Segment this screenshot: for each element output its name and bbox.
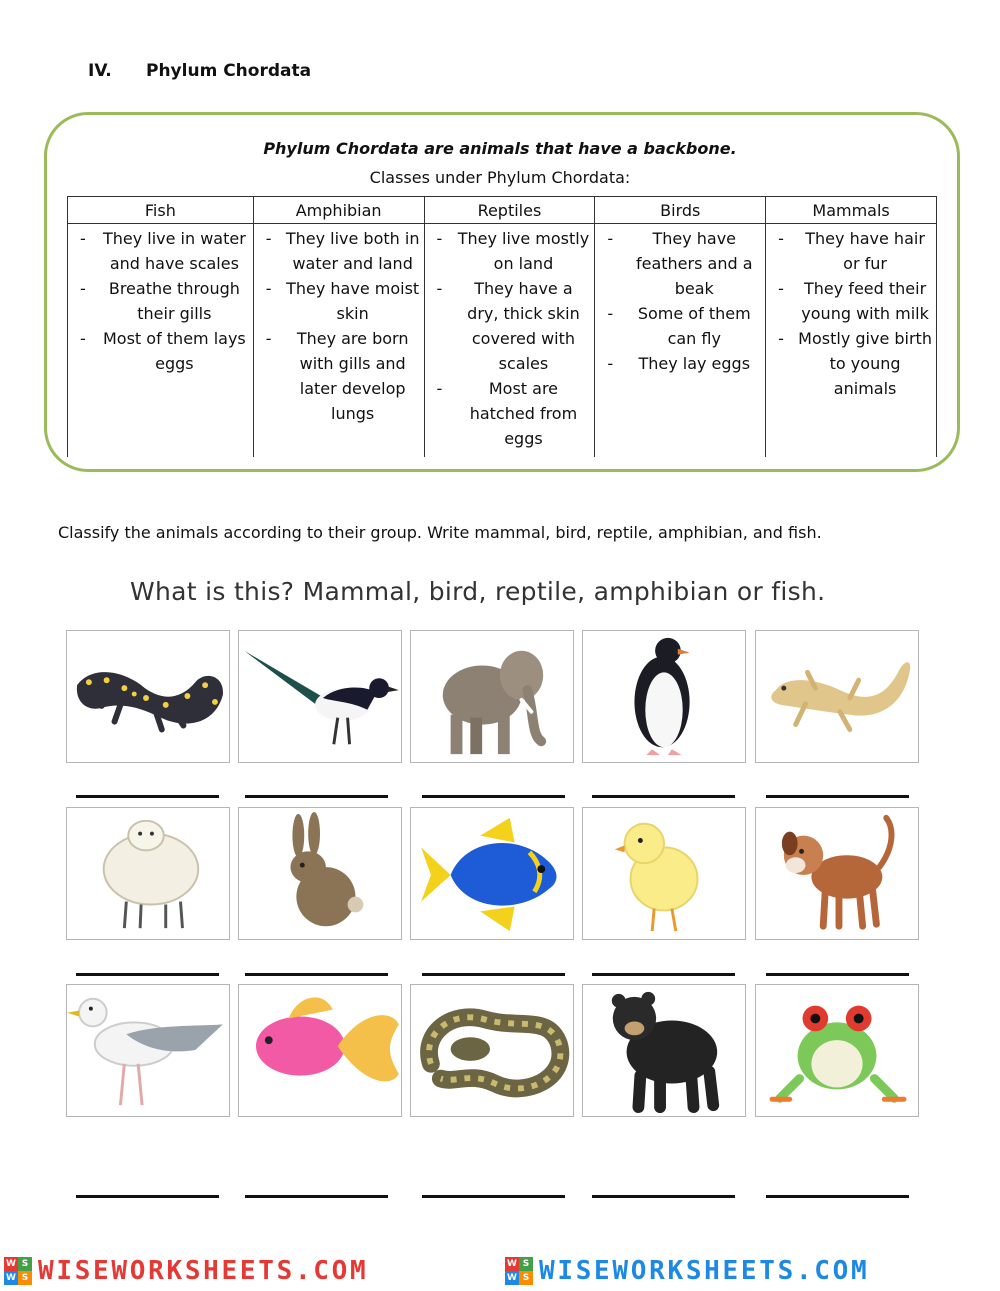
bearded-dragon-card xyxy=(755,630,919,763)
answer-line[interactable] xyxy=(245,1195,388,1198)
angelfish-card xyxy=(410,807,574,940)
column-fish xyxy=(68,224,254,458)
column-reptiles xyxy=(424,224,595,458)
classes-body-row xyxy=(68,224,937,458)
fish-point: - Breathe through their gills xyxy=(74,276,249,326)
bear-card xyxy=(582,984,746,1117)
chick-card xyxy=(582,807,746,940)
column-mammals xyxy=(766,224,937,458)
brand-logo-badge xyxy=(4,1257,32,1285)
badge-letter: S xyxy=(519,1257,533,1271)
header-birds: Birds xyxy=(595,197,766,224)
section-number: IV. xyxy=(88,61,112,81)
column-birds xyxy=(595,224,766,458)
reptiles-point: - They live mostly on land xyxy=(431,226,591,276)
goldfish-card xyxy=(238,984,402,1117)
birds-point: - Some of them can fly xyxy=(601,301,761,351)
brand-name: WISEWORKSHEETS.COM xyxy=(539,1256,870,1286)
salamander-illustration xyxy=(67,631,229,762)
answer-line[interactable] xyxy=(592,973,735,976)
answer-line[interactable] xyxy=(76,795,219,798)
badge-letter: S xyxy=(18,1257,32,1271)
answer-line[interactable] xyxy=(766,973,909,976)
seagull-card xyxy=(66,984,230,1117)
amphibian-point: - They live both in water and land xyxy=(260,226,420,276)
badge-letter: W xyxy=(505,1257,519,1271)
brand-name: WISEWORKSHEETS.COM xyxy=(38,1256,369,1286)
salamander-card xyxy=(66,630,230,763)
mammals-point: - Mostly give birth to young animals xyxy=(772,326,932,401)
mammals-point: - They have hair or fur xyxy=(772,226,932,276)
answer-line[interactable] xyxy=(76,973,219,976)
answer-line[interactable] xyxy=(592,1195,735,1198)
answer-line[interactable] xyxy=(422,795,565,798)
answer-line[interactable] xyxy=(422,973,565,976)
amphibian-point: - They have moist skin xyxy=(260,276,420,326)
answer-line[interactable] xyxy=(766,1195,909,1198)
section-title: Phylum Chordata xyxy=(146,61,312,81)
answer-line[interactable] xyxy=(76,1195,219,1198)
header-reptiles: Reptiles xyxy=(424,197,595,224)
fish-point: - They live in water and have scales xyxy=(74,226,249,276)
tree-frog-card xyxy=(755,984,919,1117)
answer-line[interactable] xyxy=(245,795,388,798)
magpie-card xyxy=(238,630,402,763)
birds-point: - They lay eggs xyxy=(601,351,761,376)
column-amphibian xyxy=(253,224,424,458)
elephant-card xyxy=(410,630,574,763)
header-amphibian: Amphibian xyxy=(253,197,424,224)
sheep-card xyxy=(66,807,230,940)
footer-brand-right xyxy=(505,1255,869,1287)
birds-point: - They have feathers and a beak xyxy=(601,226,761,301)
answer-line[interactable] xyxy=(766,795,909,798)
penguin-card xyxy=(582,630,746,763)
rabbit-card xyxy=(238,807,402,940)
badge-letter: W xyxy=(4,1271,18,1285)
reptiles-point: - They have a dry, thick skin covered with scales xyxy=(431,276,591,376)
reptiles-point: - Most are hatched from eggs xyxy=(431,376,591,451)
section-heading xyxy=(88,61,311,81)
footer-brand-left xyxy=(4,1255,368,1287)
answer-line[interactable] xyxy=(592,795,735,798)
classes-header-row xyxy=(68,197,937,224)
instruction-text: Classify the animals according to their group. Write mammal, bird, reptile, amphibian, and fish. xyxy=(58,523,822,542)
header-fish: Fish xyxy=(68,197,254,224)
brand-logo-badge xyxy=(505,1257,533,1285)
amphibian-point: - They are born with gills and later develop lungs xyxy=(260,326,420,426)
header-mammals: Mammals xyxy=(766,197,937,224)
activity-title: What is this? Mammal, bird, reptile, amphibian or fish. xyxy=(130,577,826,606)
badge-letter: W xyxy=(4,1257,18,1271)
python-card xyxy=(410,984,574,1117)
puppy-card xyxy=(755,807,919,940)
classes-table xyxy=(67,196,937,457)
answer-line[interactable] xyxy=(245,973,388,976)
answer-line[interactable] xyxy=(422,1195,565,1198)
mammals-point: - They feed their young with milk xyxy=(772,276,932,326)
fish-point: - Most of them lays eggs xyxy=(74,326,249,376)
badge-letter: W xyxy=(505,1271,519,1285)
info-box-title: Phylum Chordata are animals that have a backbone. xyxy=(263,139,737,158)
badge-letter: S xyxy=(519,1271,533,1285)
badge-letter: S xyxy=(18,1271,32,1285)
info-box-subtitle: Classes under Phylum Chordata: xyxy=(369,168,631,187)
